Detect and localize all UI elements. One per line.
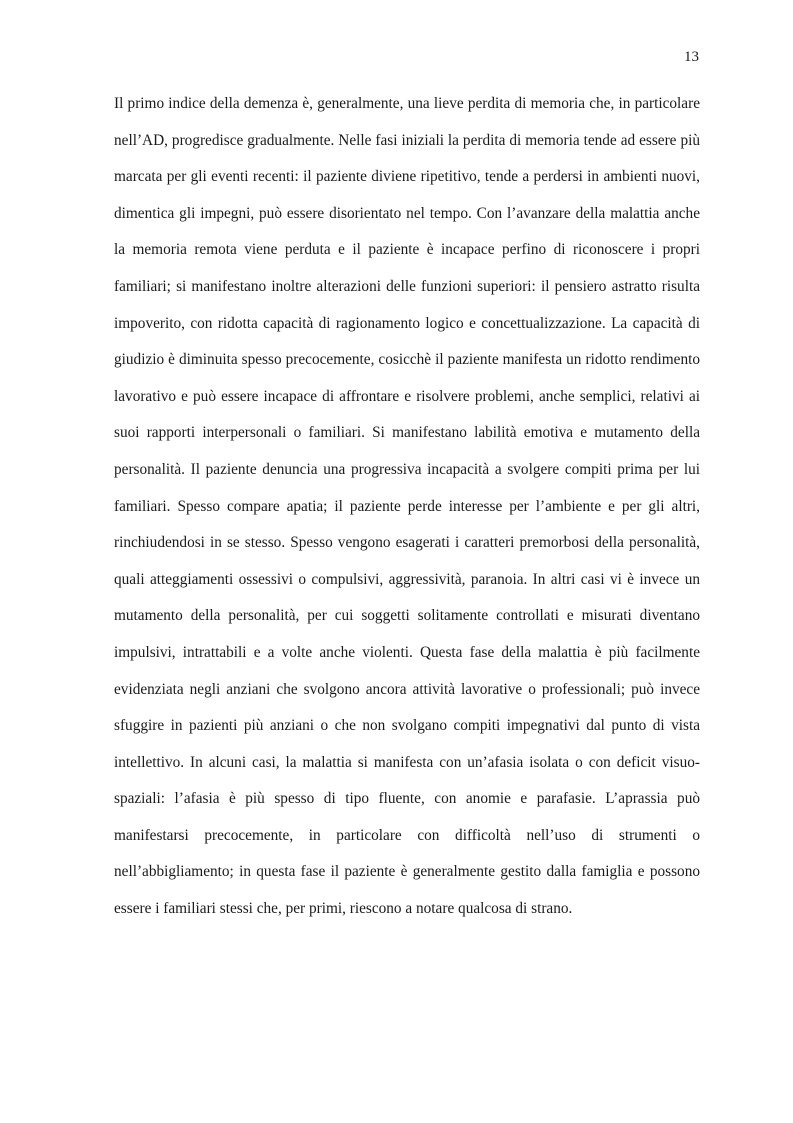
page-number: 13 (684, 49, 699, 65)
body-paragraph: Il primo indice della demenza è, generalmente, una lieve perdita di memoria che, in particolare nell’AD, progredisce gradualmente. Nelle fasi iniziali la perdita di memoria tende ad essere più marcata per gli eventi recenti: il paziente diviene ripetitivo, tende a perdersi in ambienti nuovi, dimentica gli impegni, può essere disorientato nel tempo. Con l’avanzare della malattia anche la memoria remota viene perduta e il paziente è incapace perfino di riconoscere i propri familiari; si manifestano inoltre alterazioni delle funzioni superiori: il pensiero astratto risulta impoverito, con ridotta capacità di ragionamento logico e concettualizzazione. La capacità di giudizio è diminuita spesso precocemente, cosicchè il paziente manifesta un ridotto rendimento lavorativo e può essere incapace di affrontare e risolvere problemi, anche semplici, relativi ai suoi rapporti interpersonali o familiari. Si manifestano labilità emotiva e mutamento della personalità. Il paziente denuncia una progressiva incapacità a svolgere compiti prima per lui familiari. Spesso compare apatia; il paziente perde interesse per l’ambiente e per gli altri, rinchiudendosi in se stesso. Spesso vengono esagerati i caratteri premorbosi della personalità, quali atteggiamenti ossessivi o compulsivi, aggressività, paranoia. In altri casi vi è invece un mutamento della personalità, per cui soggetti solitamente controllati e misurati diventano impulsivi, intrattabili e a volte anche violenti. Questa fase della malattia è più facilmente evidenziata negli anziani che svolgono ancora attività lavorative o professionali; può invece sfuggire in pazienti più anziani o che non svolgano compiti impegnativi dal punto di vista intellettivo. In alcuni casi, la malattia si manifesta con un’afasia isolata o con deficit visuo-spaziali: l’afasia è più spesso di tipo fluente, con anomie e parafasie. L’aprassia può manifestarsi precocemente, in particolare con difficoltà nell’uso di strumenti o nell’abbigliamento; in questa fase il paziente è generalmente gestito dalla famiglia e possono essere i familiari stessi che, per primi, riescono a notare qualcosa di strano. (114, 95, 700, 918)
